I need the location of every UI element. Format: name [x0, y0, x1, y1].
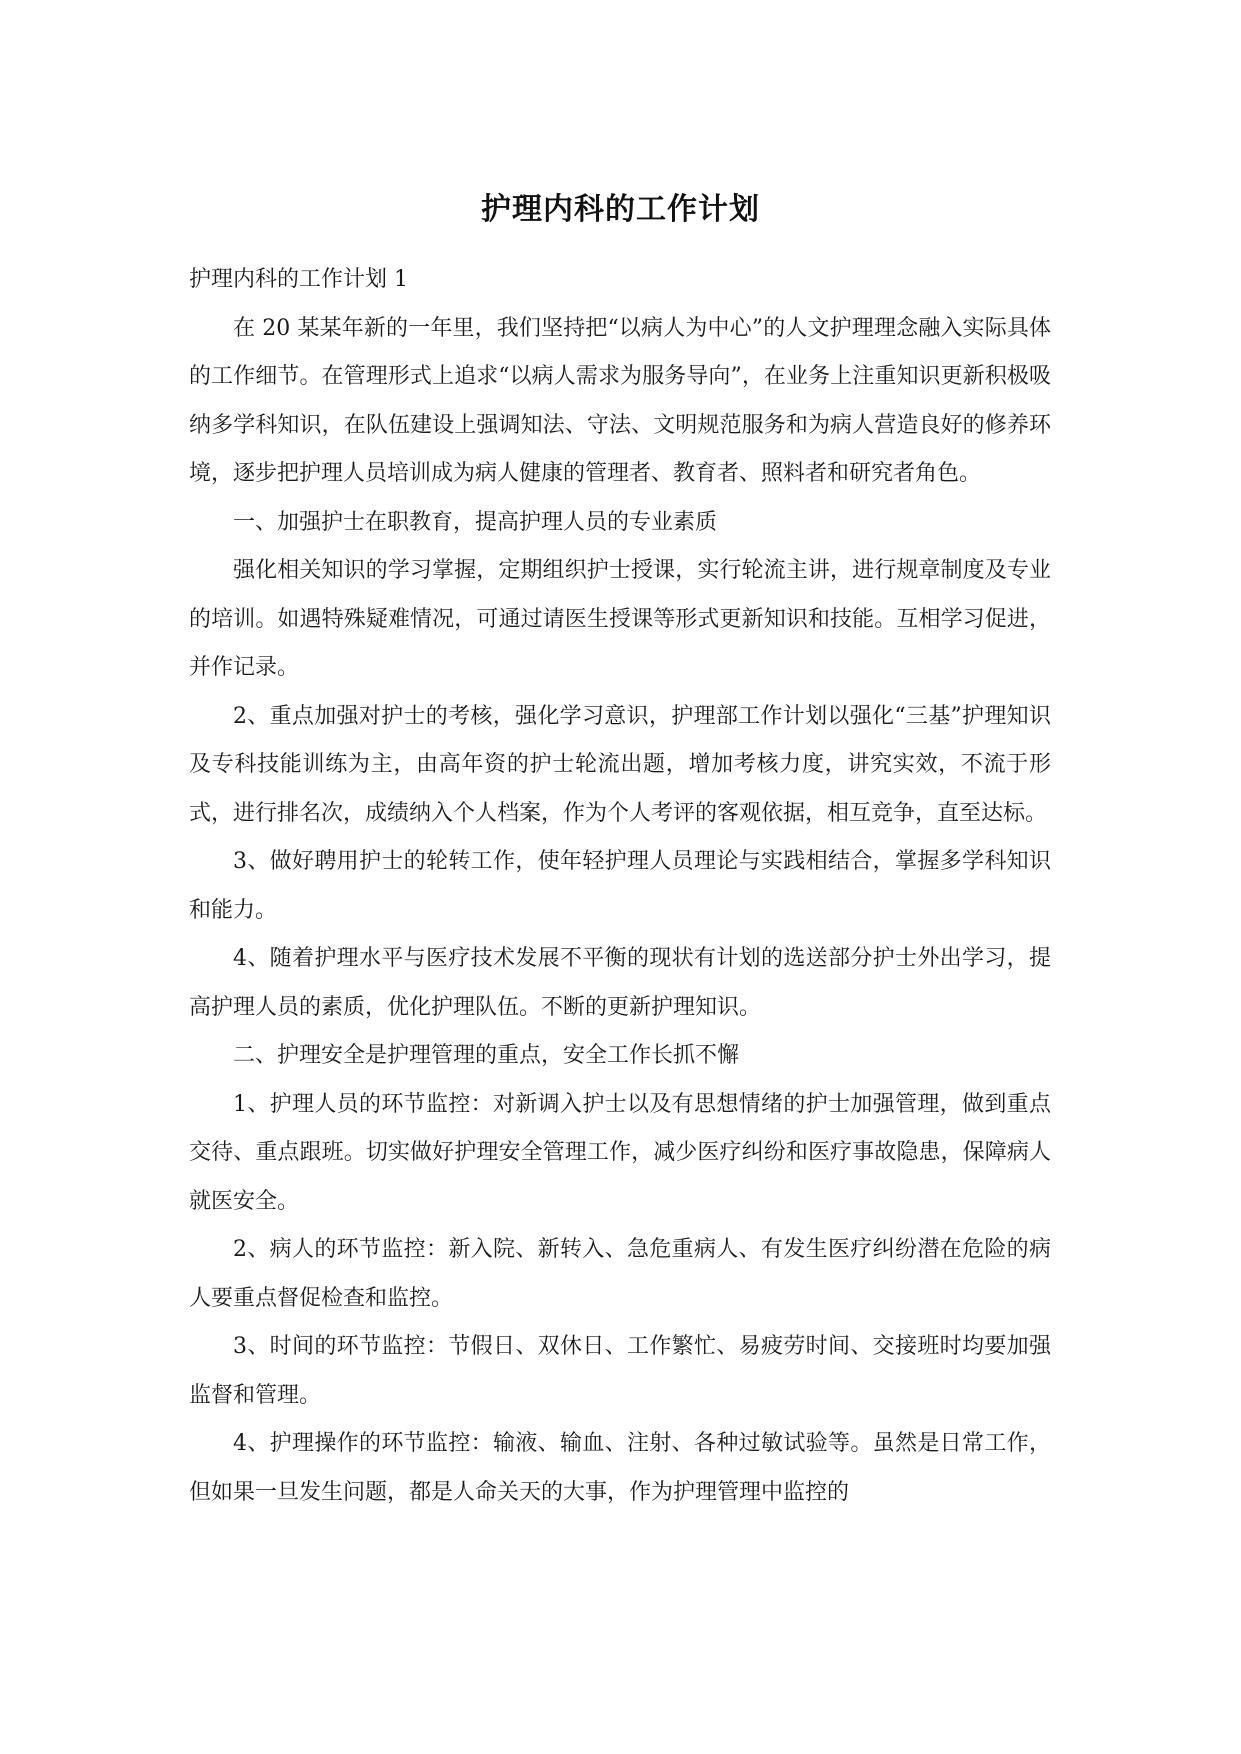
body-paragraph: 1、护理人员的环节监控：对新调入护士以及有思想情绪的护士加强管理，做到重点交待、重点跟班。切实做好护理安全管理工作，减少医疗纠纷和医疗事故隐患，保障病人就医安全。 — [189, 1091, 1051, 1214]
body-paragraph: 强化相关知识的学习掌握，定期组织护士授课，实行轮流主讲，进行规章制度及专业的培训。如遇特殊疑难情况，可通过请医生授课等形式更新知识和技能。互相学习促进，并作记录。 — [189, 558, 1051, 680]
body-paragraph: 3、做好聘用护士的轮转工作，使年轻护理人员理论与实践相结合，掌握多学科知识和能力。 — [189, 849, 1051, 923]
body-paragraph: 二、护理安全是护理管理的重点，安全工作长抓不懈 — [233, 1043, 740, 1068]
body-paragraph: 4、随着护理水平与医疗技术发展不平衡的现状有计划的选送部分护士外出学习，提高护理人员的素质，优化护理队伍。不断的更新护理知识。 — [189, 946, 1051, 1020]
page-title: 护理内科的工作计划 — [481, 192, 760, 227]
body-paragraph: 4、护理操作的环节监控：输液、输血、注射、各种过敏试验等。虽然是日常工作，但如果一旦发生问题，都是人命关天的大事，作为护理管理中监控的 — [189, 1431, 1051, 1505]
body-paragraph: 2、病人的环节监控：新入院、新转入、急危重病人、有发生医疗纠纷潜在危险的病人要重点督促检查和监控。 — [189, 1237, 1051, 1311]
document-body — [189, 256, 1051, 1517]
body-paragraph: 3、时间的环节监控：节假日、双休日、工作繁忙、易疲劳时间、交接班时均要加强监督和管理。 — [189, 1334, 1051, 1408]
body-paragraph: 2、重点加强对护士的考核，强化学习意识，护理部工作计划以强化“三基”护理知识及专科技能训练为主，由高年资的护士轮流出题，增加考核力度，讲究实效，不流于形式，进行排名次，成绩纳入个人档案，作为个人考评的客观依据，相互竞争，直至达标。 — [189, 703, 1051, 826]
body-paragraph: 在 20 某某年新的一年里，我们坚持把“以病人为中心”的人文护理理念融入实际具体的工作细节。在管理形式上追求“以病人需求为服务导向”，在业务上注重知识更新积极吸纳多学科知识，在队伍建设上强调知法、守法、文明规范服务和为病人营造良好的修养环境，逐步把护理人员培训成为病人健康的管理者、教育者、照料者和研究者角色。 — [189, 315, 1051, 486]
body-paragraph: 一、加强护士在职教育，提高护理人员的专业素质 — [233, 509, 718, 535]
section-heading: 护理内科的工作计划 1 — [189, 267, 408, 292]
